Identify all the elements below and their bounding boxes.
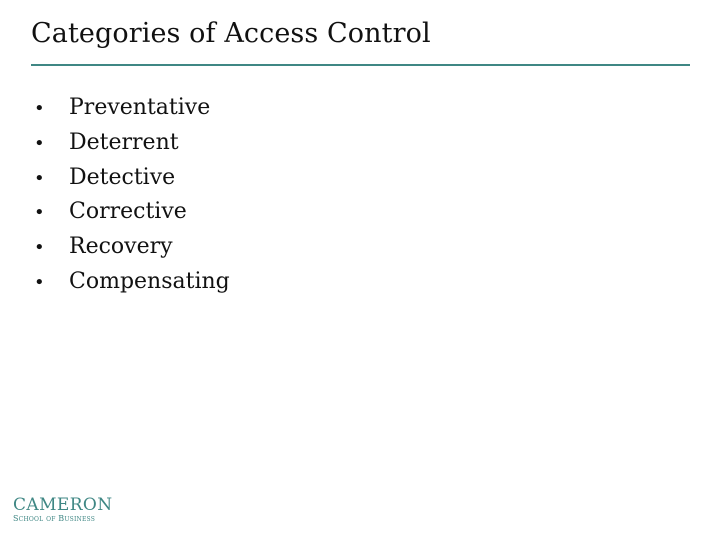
bullet-dot-icon: • [34,237,45,259]
logo-subtitle: School of Business [13,514,96,523]
bullet-dot-icon: • [34,202,45,224]
slide-title: Categories of Access Control [31,18,431,49]
bullet-dot-icon: • [34,167,45,189]
logo-name: CAMERON [13,495,113,515]
bullet-list [31,91,230,300]
bullet-item-recovery [31,230,230,265]
bullet-item-preventative [31,91,230,126]
bullet-text: Preventative [69,95,211,120]
title-divider [31,64,690,66]
bullet-text: Detective [69,164,176,190]
bullet-item-deterrent [31,126,230,161]
cameron-logo [13,496,123,530]
bullet-item-compensating [31,265,230,300]
bullet-item-detective [31,161,230,196]
bullet-dot-icon: • [34,271,45,293]
bullet-text: Recovery [69,234,173,260]
bullet-item-corrective [31,195,230,230]
bullet-dot-icon: • [34,132,45,154]
bullet-text: Deterrent [69,129,179,155]
bullet-text: Compensating [69,268,230,294]
bullet-text: Corrective [69,199,187,225]
bullet-dot-icon: • [34,98,45,119]
